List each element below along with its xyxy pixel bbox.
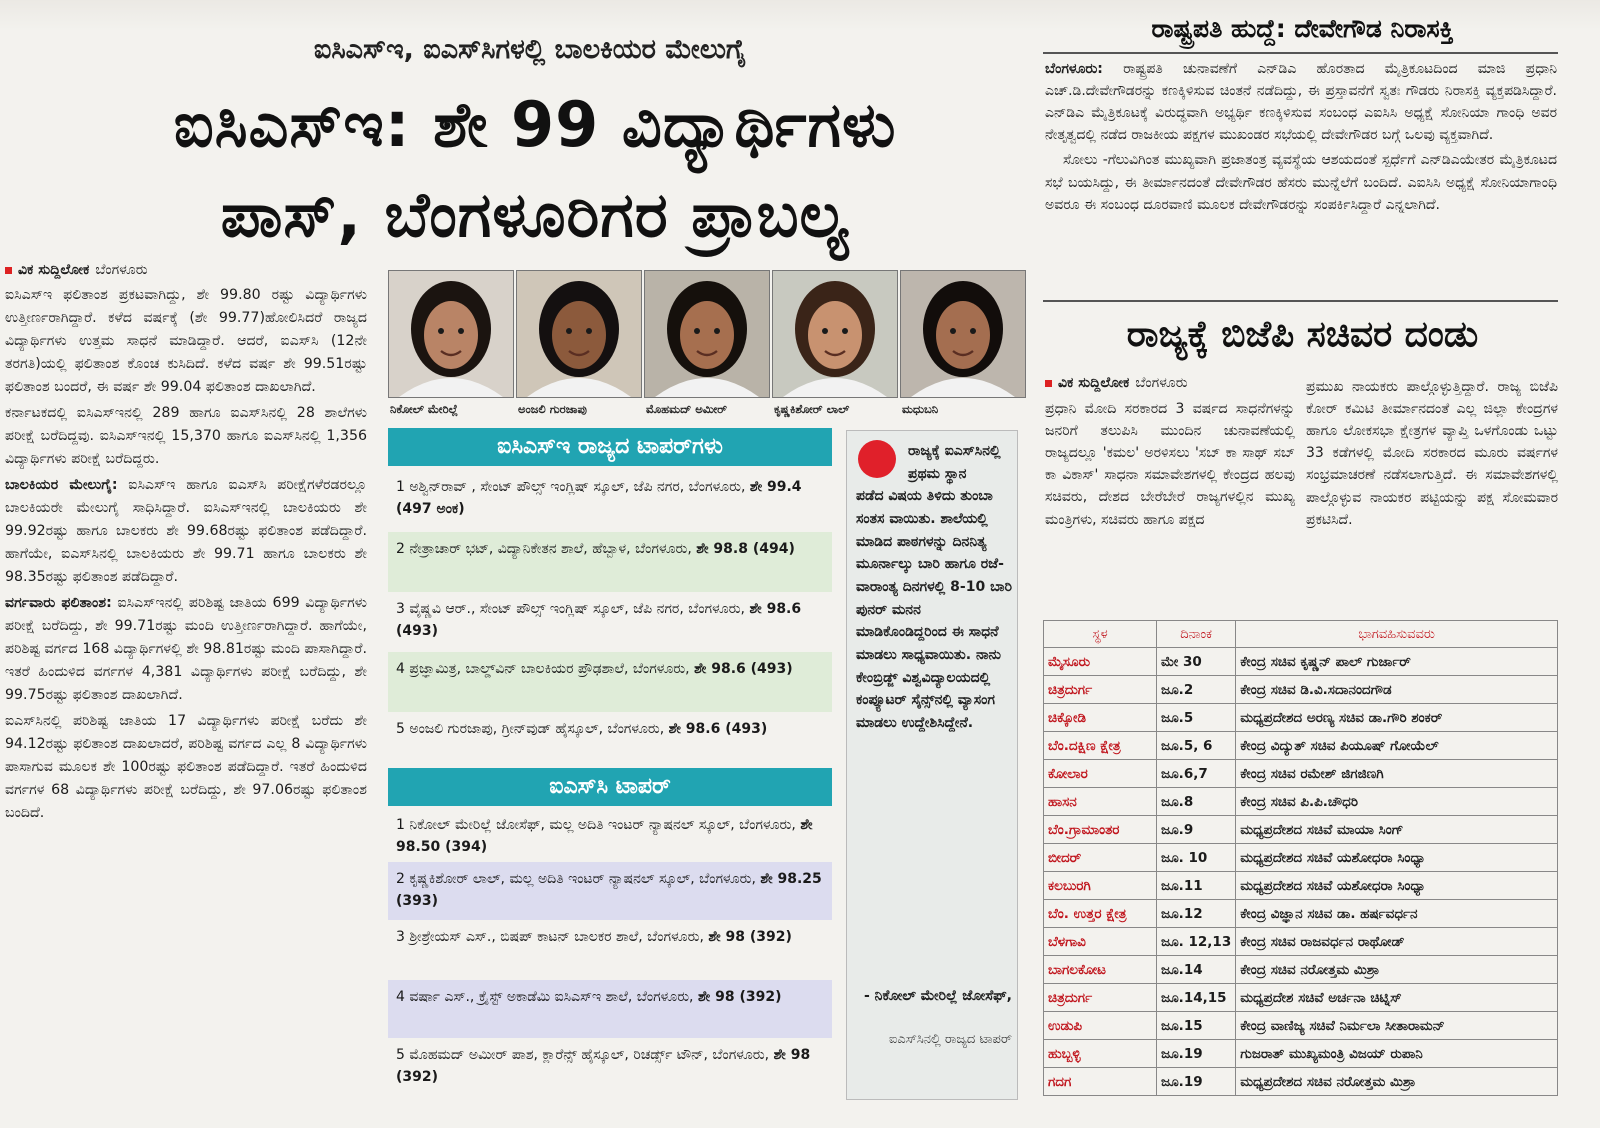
subhead: ವರ್ಗವಾರು ಫಲಿತಾಂಶ: [5, 595, 112, 611]
schedule-date: ಜೂ.19 [1157, 1040, 1236, 1068]
schedule-place: ಬೆಳಗಾವಿ [1044, 928, 1157, 956]
main-headline-line2: ಪಾಸ್, ಬೆಂಗಳೂರಿಗರ ಪ್ರಾಬಲ್ಯ [220, 178, 850, 251]
schedule-row [1044, 648, 1558, 676]
schedule-participant: ಕೇಂದ್ರ ಸಚಿವ ಕೃಷ್ಣನ್ ಪಾಲ್ ಗುರ್ಜಾರ್ [1236, 648, 1558, 676]
paragraph-text: ಐಸಿಎಸ್‌ಇನಲ್ಲಿ ಪರಿಶಿಷ್ಟ ಜಾತಿಯ 699 ವಿದ್ಯಾರ್ಥಿಗಳು ಪರೀಕ್ಷೆ ಬರೆದಿದ್ದು, ಶೇ 99.71ರಷ್ಟು ಮಂದಿ ಉತ್ತೀರ್ಣರಾಗಿದ್ದಾರೆ. ಹಾಗೆಯೇ, ಪರಿಶಿಷ್ಟ ವರ್ಗದ 168 ವಿದ್ಯಾರ್ಥಿಗಳಲ್ಲಿ ಶೇ 98.81ರಷ್ಟು ಮಂದಿ ಪಾಸಾಗಿದ್ದಾರೆ. ಇತರೆ ಹಿಂದುಳಿದ ವರ್ಗಗಳ 4,381 ವಿದ್ಯಾರ್ಥಿಗಳು ಪರೀಕ್ಷೆ ಬರೆದಿದ್ದು, ಶೇ 99.75ರಷ್ಟು ಫಲಿತಾಂಶ ದಾಖಲಾಗಿದೆ. [5, 595, 368, 703]
schedule-participant: ಕೇಂದ್ರ ಸಚಿವ ನರೋತ್ತಮ ಮಿಶ್ರಾ [1236, 956, 1558, 984]
portrait-image [389, 271, 513, 397]
photo-caption: ಕೃಷ್ಣಕಿಶೋರ್ ಲಾಲ್ [774, 402, 850, 416]
schedule-row [1044, 732, 1558, 760]
quote-text [856, 440, 1012, 735]
schedule-date: ಜೂ.5, 6 [1157, 732, 1236, 760]
schedule-participant: ಕೇಂದ್ರ ವಿಜ್ಞಾನ ಸಚಿವ ಡಾ. ಹರ್ಷವರ್ಧನ [1236, 900, 1558, 928]
topper-photo [772, 270, 898, 398]
article-paragraph: ಸೋಲು -ಗೆಲುವಿಗಿಂತ ಮುಖ್ಯವಾಗಿ ಪ್ರಜಾತಂತ್ರ ವ್ಯವಸ್ಥೆಯ ಆಶಯದಂತೆ ಸ್ಪರ್ಧೆಗೆ ಎನ್‌ಡಿಎಯೇತರ ಮೈತ್ರಿಕೂಟದ ಸಭೆ ಬಯಸಿದ್ದು, ಈ ತೀರ್ಮಾನದಂತೆ ದೇವೇಗೌಡರ ಹೆಸರು ಮುನ್ನೆಲೆಗೆ ಬಂದಿದೆ. ಎಐಸಿಸಿ ಅಧ್ಯಕ್ಷೆ ಸೋನಿಯಾಗಾಂಧಿ ಅವರೂ ಈ ಸಂಬಂಧ ದೂರವಾಣಿ ಮೂಲಕ ದೇವೇಗೌಡರನ್ನು ಸಂಪರ್ಕಿಸಿದ್ದಾರೆ ಎನ್ನಲಾಗಿದೆ. [1045, 152, 1557, 213]
schedule-participant: ಕೇಂದ್ರ ವಾಣಿಜ್ಯ ಸಚಿವೆ ನಿರ್ಮಲಾ ಸೀತಾರಾಮನ್ [1236, 1012, 1558, 1040]
schedule-row [1044, 984, 1558, 1012]
schedule-date: ಜೂ.9 [1157, 816, 1236, 844]
kicker-headline: ಐಸಿಎಸ್‌ಇ, ಐಎಸ್‌ಸಿಗಳಲ್ಲಿ ಬಾಲಕಿಯರ ಮೇಲುಗೈ [313, 34, 747, 65]
byline-city: ಬೆಂಗಳೂರು [1135, 375, 1188, 391]
photo-caption: ಮೊಹಮದ್ ಅಮೀರ್ [646, 402, 727, 416]
schedule-participant: ಗುಜರಾತ್ ಮುಖ್ಯಮಂತ್ರಿ ವಿಜಯ್ ರುಪಾನಿ [1236, 1040, 1558, 1068]
main-headline-line1: ಐಸಿಎಸ್‌ಇ: ಶೇ 99 ವಿದ್ಯಾರ್ಥಿಗಳು [173, 88, 897, 161]
article-paragraph: ಐಎಸ್‌ಸಿನಲ್ಲಿ ಪರಿಶಿಷ್ಟ ಜಾತಿಯ 17 ವಿದ್ಯಾರ್ಥಿಗಳು ಪರೀಕ್ಷೆ ಬರೆದು ಶೇ 94.12ರಷ್ಟು ಫಲಿತಾಂಶ ದಾಖಲಾದರೆ, ಪರಿಶಿಷ್ಟ ವರ್ಗದ ಎಲ್ಲ 8 ವಿದ್ಯಾರ್ಥಿಗಳು ಪಾಸಾಗುವ ಮೂಲಕ ಶೇ 100ರಷ್ಟು ಫಲಿತಾಂಶ ಪಡೆದಿದ್ದಾರೆ. ಇತರೆ ಹಿಂದುಳಿದ ವರ್ಗಗಳ 68 ವಿದ್ಯಾರ್ಥಿಗಳು ಪರೀಕ್ಷೆ ಬರೆದಿದ್ದು, ಶೇ 97.06ರಷ್ಟು ಫಲಿತಾಂಶ ಬಂದಿದೆ. [5, 713, 367, 821]
schedule-date: ಜೂ.5 [1157, 704, 1236, 732]
quote-body: ಪಡೆದ ವಿಷಯ ತಿಳಿದು ತುಂಬಾ ಸಂತಸ ವಾಯಿತು. ಶಾಲೆಯಲ್ಲಿ ಮಾಡಿದ ಪಾಠಗಳನ್ನು ದಿನನಿತ್ಯ ಮೂರ್ನಾಲ್ಕು ಬಾರಿ ಹಾಗೂ ರಜೆ-ವಾರಾಂತ್ಯ ದಿನಗಳಲ್ಲಿ 8-10 ಬಾರಿ ಪುನರ್ ಮನನ ಮಾಡಿಕೊಂಡಿದ್ದರಿಂದ ಈ ಸಾಧನೆ ಮಾಡಲು ಸಾಧ್ಯವಾಯಿತು. ನಾನು ಕೇಂಬ್ರಿಡ್ಜ್ ವಿಶ್ವವಿದ್ಯಾಲಯದಲ್ಲಿ ಕಂಪ್ಯೂಟರ್ ಸೈನ್ಸ್‌ನಲ್ಲಿ ವ್ಯಾಸಂಗ ಮಾಡಲು ಉದ್ದೇಶಿಸಿದ್ದೇನೆ. [856, 488, 1012, 732]
schedule-date: ಜೂ.11 [1157, 872, 1236, 900]
subhead: ಬಾಲಕಿಯರ ಮೇಲುಗೈ: [5, 477, 118, 493]
topper-photo [388, 270, 514, 398]
schedule-row [1044, 788, 1558, 816]
schedule-place: ಬೀದರ್ [1044, 844, 1157, 872]
right-story2-col1: ಪ್ರಧಾನಿ ಮೋದಿ ಸರಕಾರದ 3 ವರ್ಷದ ಸಾಧನೆಗಳನ್ನು ಜನರಿಗೆ ತಲುಪಿಸಿ ಮುಂದಿನ ಚುನಾವಣೆಯಲ್ಲಿ ರಾಜ್ಯದಲ್ಲೂ 'ಕಮಲ' ಅರಳಿಸಲು 'ಸಬ್ ಕಾ ಸಾಥ್ ಸಬ್ ಕಾ ವಿಕಾಸ್' ಸಾಧನಾ ಸಮಾವೇಶಗಳಲ್ಲಿ ಕೇಂದ್ರದ ಹಲವು ಸಚಿವರು, ದೇಶದ ಬೇರೆಬೇರೆ ರಾಜ್ಯಗಳಲ್ಲಿನ ಮುಖ್ಯ ಮಂತ್ರಿಗಳು, ಸಚಿವರು ಹಾಗೂ ಪಕ್ಷದ [1045, 401, 1295, 528]
schedule-row [1044, 928, 1558, 956]
schedule-place: ಬೆಂ.ದಕ್ಷಿಣ ಕ್ಷೇತ್ರ [1044, 732, 1157, 760]
article-paragraph: ಬೆಂಗಳೂರು: ರಾಷ್ಟ್ರಪತಿ ಚುನಾವಣೆಗೆ ಎನ್‌ಡಿಎ ಹೊರತಾದ ಮೈತ್ರಿಕೂಟದಿಂದ ಮಾಜಿ ಪ್ರಧಾನಿ ಎಚ್.ಡಿ.ದೇವೇಗೌಡರನ್ನು ಕಣಕ್ಕಿಳಿಸುವ ಚಿಂತನೆ ನಡೆದಿದ್ದು, ಈ ಪ್ರಸ್ತಾವನೆಗೆ ಸ್ವತಃ ಗೌಡರು ನಿರಾಸಕ್ತಿ ವ್ಯಕ್ತಪಡಿಸಿದ್ದಾರೆ. ಎನ್‌ಡಿಎ ಮೈತ್ರಿಕೂಟಕ್ಕೆ ವಿರುದ್ಧವಾಗಿ ಅಭ್ಯರ್ಥಿ ಕಣಕ್ಕಿಳಿಸುವ ಸಂಬಂಧ ಎಐಸಿಸಿ ಅಧ್ಯಕ್ಷೆ ಸೋನಿಯಾ ಗಾಂಧಿ ಅವರ ನೇತೃತ್ವದಲ್ಲಿ ನಡೆದ ರಾಜಕೀಯ ಪಕ್ಷಗಳ ಮುಖಂಡರ ಸಭೆಯಲ್ಲಿ ದೇವೇಗೌಡರ ಬಗ್ಗೆ ಒಲವು ವ್ಯಕ್ತವಾಗಿದೆ. [1045, 61, 1557, 144]
schedule-place: ಗದಗ [1044, 1068, 1157, 1096]
schedule-date: ಜೂ.19 [1157, 1068, 1236, 1096]
schedule-row [1044, 760, 1558, 788]
schedule-date: ಜೂ.14,15 [1157, 984, 1236, 1012]
schedule-row [1044, 1040, 1558, 1068]
schedule-date: ಜೂ.15 [1157, 1012, 1236, 1040]
header-place: ಸ್ಥಳ [1044, 621, 1157, 648]
topper-photo [900, 270, 1026, 398]
icse-entry: 2 ನೇತ್ರಾಚಾರ್ ಭಟ್, ವಿದ್ಯಾನಿಕೇತನ ಶಾಲೆ, ಹೆಬ್ಬಾಳ, ಬೆಂಗಳೂರು, ಶೇ 98.8 (494) [388, 532, 832, 592]
portrait-image [517, 271, 641, 397]
quote-role: ಐಎಸ್‌ಸಿನಲ್ಲಿ ರಾಜ್ಯದ ಟಾಪರ್ [888, 1032, 1012, 1047]
article-paragraph [5, 592, 367, 707]
schedule-place: ಹುಬ್ಬಳ್ಳಿ [1044, 1040, 1157, 1068]
schedule-place: ಮೈಸೂರು [1044, 648, 1157, 676]
schedule-participant: ಮಧ್ಯಪ್ರದೇಶದ ಸಚಿವೆ ಯಶೋಧರಾ ಸಿಂಧ್ಯಾ [1236, 844, 1558, 872]
schedule-row [1044, 900, 1558, 928]
schedule-participant: ಮಧ್ಯಪ್ರದೇಶದ ಅರಣ್ಯ ಸಚಿವ ಡಾ.ಗೌರಿ ಶಂಕರ್ [1236, 704, 1558, 732]
right-story2-byline [1045, 375, 1188, 391]
topper-photo [644, 270, 770, 398]
quote-opening: ರಾಜ್ಯಕ್ಕೆ ಐಎಸ್‌ಸಿನಲ್ಲಿ ಪ್ರಥಮ ಸ್ಥಾನ [908, 443, 1001, 482]
divider [1043, 52, 1558, 54]
schedule-participant: ಮಧ್ಯಪ್ರದೇಶದ ಸಚಿವೆ ಯಶೋಧರಾ ಸಿಂಧ್ಯಾ [1236, 872, 1558, 900]
schedule-date: ಜೂ. 12,13 [1157, 928, 1236, 956]
schedule-row [1044, 816, 1558, 844]
dateline: ಬೆಂಗಳೂರು: [1045, 61, 1103, 77]
isc-entry: 5 ಮೊಹಮದ್ ಅಮೀರ್ ಪಾಶ, ಕ್ಲಾರೆನ್ಸ್ ಹೈಸ್ಕೂಲ್, ರಿಚರ್ಡ್ಸ್ ಟೌನ್, ಬೆಂಗಳೂರು, ಶೇ 98 (392) [396, 1047, 811, 1086]
schedule-date: ಮೇ 30 [1157, 648, 1236, 676]
portrait-image [901, 271, 1025, 397]
byline [5, 262, 148, 278]
schedule-row [1044, 1012, 1558, 1040]
red-square-icon [5, 267, 12, 274]
schedule-row [1044, 676, 1558, 704]
icse-entry: 1 ಅಶ್ವಿನ್‌ರಾವ್ , ಸೇಂಟ್ ಪೌಲ್ಸ್ ಇಂಗ್ಲಿಷ್ ಸ್ಕೂಲ್, ಜೆಪಿ ನಗರ, ಬೆಂಗಳೂರು, ಶೇ 99.4 (497 ಅಂಕ) [396, 479, 802, 518]
schedule-participant: ಮಧ್ಯಪ್ರದೇಶ ಸಚಿವೆ ಅರ್ಚನಾ ಚಿಟ್ನಿಸ್ [1236, 984, 1558, 1012]
schedule-participant: ಕೇಂದ್ರ ಸಚಿವ ರಮೇಶ್ ಜಿಗಜಿಣಗಿ [1236, 760, 1558, 788]
schedule-participant: ಕೇಂದ್ರ ಸಚಿವ ಡಿ.ವಿ.ಸದಾನಂದಗೌಡ [1236, 676, 1558, 704]
schedule-table [1043, 620, 1558, 1096]
schedule-date: ಜೂ. 10 [1157, 844, 1236, 872]
schedule-header-row [1044, 621, 1558, 648]
schedule-place: ಬಾಗಲಕೋಟ [1044, 956, 1157, 984]
topper-photo [516, 270, 642, 398]
portrait-image [645, 271, 769, 397]
schedule-row [1044, 1068, 1558, 1096]
right-story1-body [1045, 58, 1557, 219]
portrait-image [773, 271, 897, 397]
byline-source: ವಿಕ ಸುದ್ದಿಲೋಕ [18, 262, 90, 278]
article-paragraph [5, 474, 367, 589]
schedule-date: ಜೂ.14 [1157, 956, 1236, 984]
schedule-participant: ಕೇಂದ್ರ ಸಚಿವ ರಾಜವರ್ಧನ ರಾಥೋಡ್ [1236, 928, 1558, 956]
icse-entry: 4 ಪ್ರಜ್ಞಾಮಿತ್ರ, ಬಾಲ್ಡ್‌ವಿನ್ ಬಾಲಕಿಯರ ಪ್ರೌಢಶಾಲೆ, ಬೆಂಗಳೂರು, ಶೇ 98.6 (493) [388, 652, 832, 712]
schedule-place: ಕಲಬುರಗಿ [1044, 872, 1157, 900]
schedule-date: ಜೂ.12 [1157, 900, 1236, 928]
isc-entry: 2 ಕೃಷ್ಣಕಿಶೋರ್ ಲಾಲ್, ಮಲ್ಲ ಅದಿತಿ ಇಂಟರ್ ನ್ಯಾಷನಲ್ ಸ್ಕೂಲ್, ಬೆಂಗಳೂರು, ಶೇ 98.25 (393) [388, 862, 832, 920]
right-story2-col2: ಪ್ರಮುಖ ನಾಯಕರು ಪಾಲ್ಗೊಳ್ಳುತ್ತಿದ್ದಾರೆ. ರಾಜ್ಯ ಬಿಜೆಪಿ ಕೋರ್ ಕಮಿಟಿ ತೀರ್ಮಾನದಂತೆ ಎಲ್ಲ ಜಿಲ್ಲಾ ಕೇಂದ್ರಗಳ ಹಾಗೂ ಲೋಕಸಭಾ ಕ್ಷೇತ್ರಗಳ ವ್ಯಾಪ್ತಿ ಒಳಗೊಂಡು ಒಟ್ಟು 33 ಕಡೆಗಳಲ್ಲಿ ಮೋದಿ ಸರಕಾರದ ಮೂರು ವರ್ಷಗಳ ಸಂಭ್ರಮಾಚರಣೆ ನಡೆಸಲಾಗುತ್ತಿದೆ. ಈ ಸಮಾವೇಶಗಳಲ್ಲಿ ಪಾಲ್ಗೊಳ್ಳುವ ನಾಯಕರ ಪಟ್ಟಿಯನ್ನು ಪಕ್ಷ ಸೋಮವಾರ ಪ್ರಕಟಿಸಿದೆ. [1306, 379, 1558, 528]
isc-toppers-band: ಐಎಸ್‌ಸಿ ಟಾಪರ್ [388, 768, 832, 806]
schedule-participant: ಕೇಂದ್ರ ವಿದ್ಯುತ್ ಸಚಿವ ಪಿಯೂಷ್ ಗೋಯೆಲ್ [1236, 732, 1558, 760]
icse-entry: 3 ವೈಷ್ಣವಿ ಆರ್., ಸೇಂಟ್ ಪೌಲ್ಸ್ ಇಂಗ್ಲಿಷ್ ಸ್ಕೂಲ್, ಜೆಪಿ ನಗರ, ಬೆಂಗಳೂರು, ಶೇ 98.6 (493) [396, 601, 802, 640]
schedule-place: ಬೆಂ.ಗ್ರಾಮಾಂತರ [1044, 816, 1157, 844]
schedule-place: ಬೆಂ. ಉತ್ತರ ಕ್ಷೇತ್ರ [1044, 900, 1157, 928]
schedule-place: ಉಡುಪಿ [1044, 1012, 1157, 1040]
divider [1043, 300, 1558, 302]
schedule-place: ಹಾಸನ [1044, 788, 1157, 816]
main-article-body [5, 284, 367, 828]
byline-source: ವಿಕ ಸುದ್ದಿಲೋಕ [1058, 375, 1130, 391]
schedule-date: ಜೂ.6,7 [1157, 760, 1236, 788]
schedule-place: ಚಿಕ್ಕೋಡಿ [1044, 704, 1157, 732]
photo-caption: ಮಧುಬನಿ [902, 402, 939, 416]
schedule-participant: ಮಧ್ಯಪ್ರದೇಶದ ಸಚಿವೆ ಮಾಯಾ ಸಿಂಗ್ [1236, 816, 1558, 844]
schedule-row [1044, 872, 1558, 900]
schedule-place: ಚಿತ್ರದುರ್ಗ [1044, 676, 1157, 704]
isc-entry: 4 ವರ್ಷಾ ಎಸ್., ಕ್ರೈಸ್ಟ್ ಅಕಾಡೆಮಿ ಐಸಿಎಸ್‌ಇ ಶಾಲೆ, ಬೆಂಗಳೂರು, ಶೇ 98 (392) [388, 980, 832, 1038]
red-square-icon [1045, 380, 1052, 387]
schedule-participant: ಕೇಂದ್ರ ಸಚಿವ ಪಿ.ಪಿ.ಚೌಧರಿ [1236, 788, 1558, 816]
header-date: ದಿನಾಂಕ [1157, 621, 1236, 648]
quote-signature: - ನಿಕೋಲ್ ಮೇರಿಲ್ಲೆ ಜೋಸೆಫ್, [864, 988, 1012, 1004]
isc-entry: 3 ಶ್ರೀಶ್ರೇಯಸ್ ಎಸ್., ಬಿಷಪ್ ಕಾಟನ್ ಬಾಲಕರ ಶಾಲೆ, ಬೆಂಗಳೂರು, ಶೇ 98 (392) [396, 929, 792, 945]
article-paragraph: ಐಸಿಎಸ್‌ಇ ಫಲಿತಾಂಶ ಪ್ರಕಟವಾಗಿದ್ದು, ಶೇ 99.80 ರಷ್ಟು ವಿದ್ಯಾರ್ಥಿಗಳು ಉತ್ತೀರ್ಣರಾಗಿದ್ದಾರೆ. ಕಳೆದ ವರ್ಷಕ್ಕೆ (ಶೇ 99.77)ಹೋಲಿಸಿದರೆ ರಾಜ್ಯದ ವಿದ್ಯಾರ್ಥಿಗಳು ಉತ್ತಮ ಸಾಧನೆ ಮಾಡಿದ್ದಾರೆ. ಆದರೆ, ಐಎಸ್‌ಸಿ (12ನೇ ತರಗತಿ)ಯಲ್ಲಿ ಫಲಿತಾಂಶ ಕೊಂಚ ಕುಸಿದಿದೆ. ಕಳೆದ ವರ್ಷ ಶೇ 99.51ರಷ್ಟು ಫಲಿತಾಂಶ ಬಂದರೆ, ಈ ವರ್ಷ ಶೇ 99.04 ಫಲಿತಾಂಶ ದಾಖಲಾಗಿದೆ. [5, 287, 367, 395]
schedule-row [1044, 704, 1558, 732]
schedule-row [1044, 844, 1558, 872]
schedule-date: ಜೂ.8 [1157, 788, 1236, 816]
icse-toppers-band: ಐಸಿಎಸ್‌ಇ ರಾಜ್ಯದ ಟಾಪರ್‌ಗಳು [388, 428, 832, 466]
byline-city: ಬೆಂಗಳೂರು [95, 262, 148, 278]
schedule-place: ಕೋಲಾರ [1044, 760, 1157, 788]
right-story1-headline: ರಾಷ್ಟ್ರಪತಿ ಹುದ್ದೆ: ದೇವೇಗೌಡ ನಿರಾಸಕ್ತಿ [1151, 14, 1454, 43]
schedule-participant: ಮಧ್ಯಪ್ರದೇಶದ ಸಚಿವ ನರೋತ್ತಮ ಮಿಶ್ರಾ [1236, 1068, 1558, 1096]
schedule-date: ಜೂ.2 [1157, 676, 1236, 704]
photo-caption: ನಿಕೋಲ್ ಮೇರಿಲ್ಲೆ [390, 402, 458, 416]
right-story2-headline: ರಾಜ್ಯಕ್ಕೆ ಬಿಜೆಪಿ ಸಚಿವರ ದಂಡು [1126, 314, 1479, 355]
photo-caption: ಅಂಜಲಿ ಗುರಜಾಪು [518, 402, 587, 416]
article-paragraph: ಕರ್ನಾಟಕದಲ್ಲಿ ಐಸಿಎಸ್‌ಇನಲ್ಲಿ 289 ಹಾಗೂ ಐಎಸ್‌ಸಿನಲ್ಲಿ 28 ಶಾಲೆಗಳು ಪರೀಕ್ಷೆ ಬರೆದಿದ್ದವು. ಐಸಿಎಸ್‌ಇನಲ್ಲಿ 15,370 ಹಾಗೂ ಐಎಸ್‌ಸಿನಲ್ಲಿ 1,356 ವಿದ್ಯಾರ್ಥಿಗಳು ಪರೀಕ್ಷೆ ಬರೆದಿದ್ದರು. [5, 405, 367, 467]
schedule-row [1044, 956, 1558, 984]
isc-entry: 1 ನಿಕೋಲ್ ಮೇರಿಲ್ಲೆ ಜೋಸೆಫ್, ಮಲ್ಲ ಅದಿತಿ ಇಂಟರ್ ನ್ಯಾಷನಲ್ ಸ್ಕೂಲ್, ಬೆಂಗಳೂರು, ಶೇ 98.50 (394) [396, 817, 813, 856]
schedule-place: ಚಿತ್ರದುರ್ಗ [1044, 984, 1157, 1012]
icse-entry: 5 ಅಂಜಲಿ ಗುರಜಾಪು, ಗ್ರೀನ್‌ವುಡ್ ಹೈಸ್ಕೂಲ್, ಬೆಂಗಳೂರು, ಶೇ 98.6 (493) [396, 721, 768, 737]
paragraph-text: ಐಸಿಎಸ್‌ಇ ಹಾಗೂ ಐಎಸ್‌ಸಿ ಪರೀಕ್ಷೆಗಳೆರಡರಲ್ಲೂ ಬಾಲಕಿಯರೇ ಮೇಲುಗೈ ಸಾಧಿಸಿದ್ದಾರೆ. ಐಸಿಎಸ್‌ಇನಲ್ಲಿ ಬಾಲಕಿಯರು ಶೇ 99.92ರಷ್ಟು ಹಾಗೂ ಬಾಲಕರು ಶೇ 99.68ರಷ್ಟು ಫಲಿತಾಂಶ ಪಡೆದಿದ್ದಾರೆ. ಹಾಗೆಯೇ, ಐಎಸ್‌ಸಿನಲ್ಲಿ ಬಾಲಕಿಯರು ಶೇ 99.71 ಹಾಗೂ ಬಾಲಕರು ಶೇ 98.35ರಷ್ಟು ಫಲಿತಾಂಶ ಪಡೆದಿದ್ದಾರೆ. [5, 477, 367, 585]
header-participants: ಭಾಗವಹಿಸುವವರು [1236, 621, 1558, 648]
